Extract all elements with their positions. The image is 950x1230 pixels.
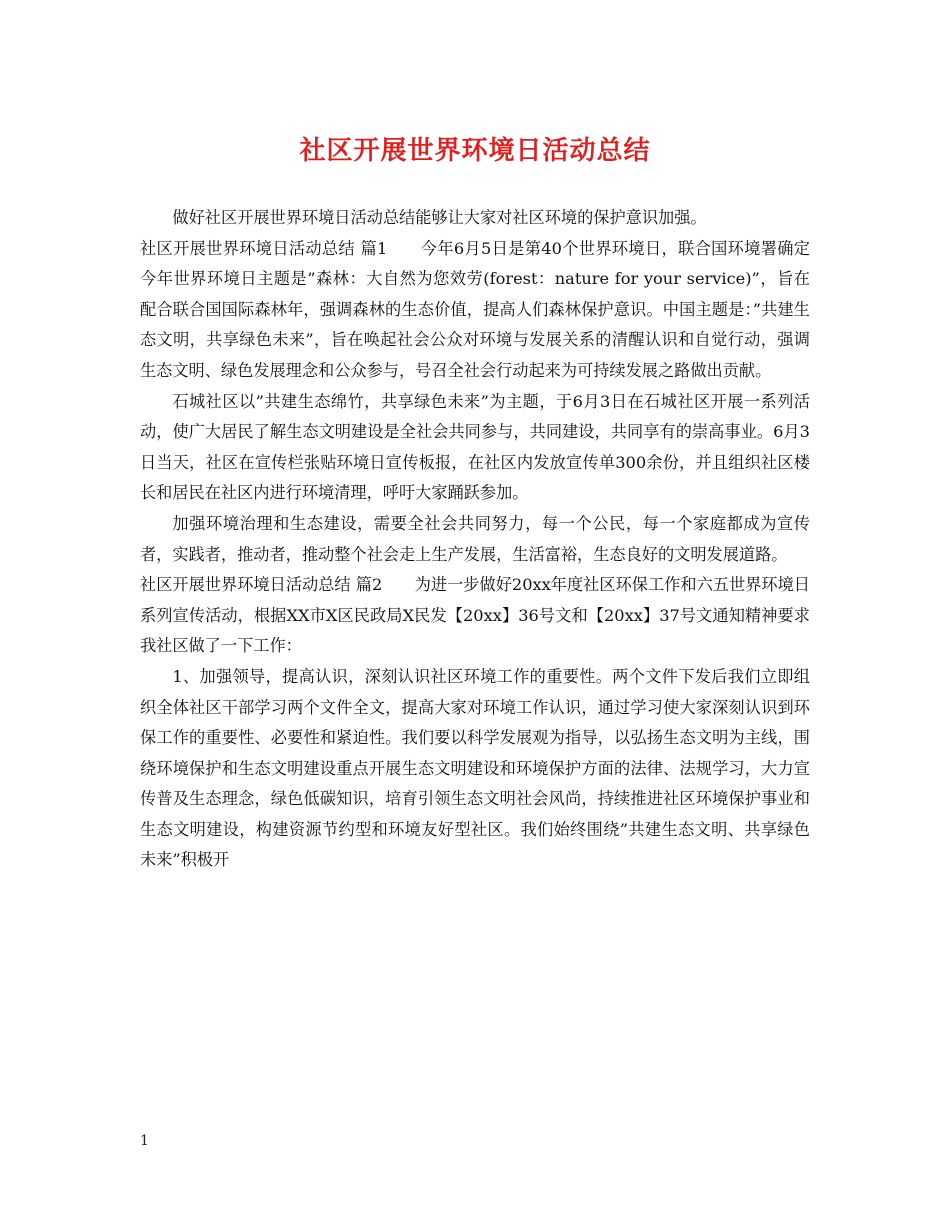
paragraph-leadership: 1、加强领导，提高认识，深刻认识社区环境工作的重要性。两个文件下发后我们立即组织全体社区干部学习两个文件全文，提高大家对环境工作认识，通过学习使大家深刻认识到环保工作的重要性、必要性和紧迫性。我们要以科学发展观为指导，以弘扬生态文明为主线，围绕环境保护和生态文明建设重点开展生态文明建设和环境保护方面的法律、法规学习，大力宣传普及生态理念，绿色低碳知识，培育引领生态文明社会风尚，持续推进社区环境保护事业和生态文明建设，构建资源节约型和环境友好型社区。我们始终围绕”共建生态文明、共享绿色未来”积极开 xyxy=(140,666,810,870)
paragraph-governance: 加强环境治理和生态建设，需要全社会共同努力，每一个公民，每一个家庭都成为宣传者，实践者，推动者，推动整个社会走上生产发展，生活富裕，生态良好的文明发展道路。 xyxy=(140,513,810,564)
document-body xyxy=(140,203,810,876)
paragraph-article-1: 社区开展世界环境日活动总结 篇1 今年6月5日是第40个世界环境日，联合国环境署确定今年世界环境日主题是”森林：大自然为您效劳(forest：nature for your service)”，旨在配合联合国国际森林年，强调森林的生态价值，提高人们森林保护意识。中国主题是：”共建生态文明，共享绿色未来”，旨在唤起社会公众对环境与发展关系的清醒认识和自觉行动，强调生态文明、绿色发展理念和公众参与，号召全社会行动起来为可持续发展之路做出贡献。 xyxy=(140,238,810,380)
page-number: 1 xyxy=(140,1133,149,1149)
paragraph-article-2: 社区开展世界环境日活动总结 篇2 为进一步做好20xx年度社区环保工作和六五世界环境日系列宣传活动，根据XX市X区民政局X民发【20xx】36号文和【20xx】37号文通知精神要求我社区做了一下工作： xyxy=(140,575,810,656)
document-title: 社区开展世界环境日活动总结 xyxy=(299,136,651,166)
paragraph-shicheng: 石城社区以”共建生态绵竹，共享绿色未来”为主题，于6月3日在石城社区开展一系列活动，使广大居民了解生态文明建设是全社会共同参与，共同建设，共同享有的崇高事业。6月3日当天，社区在宣传栏张贴环境日宣传板报，在社区内发放宣传单300余份，并且组织社区楼长和居民在社区内进行环境清理，呼吁大家踊跃参加。 xyxy=(140,391,810,503)
paragraph-intro: 做好社区开展世界环境日活动总结能够让大家对社区环境的保护意识加强。 xyxy=(172,208,707,227)
